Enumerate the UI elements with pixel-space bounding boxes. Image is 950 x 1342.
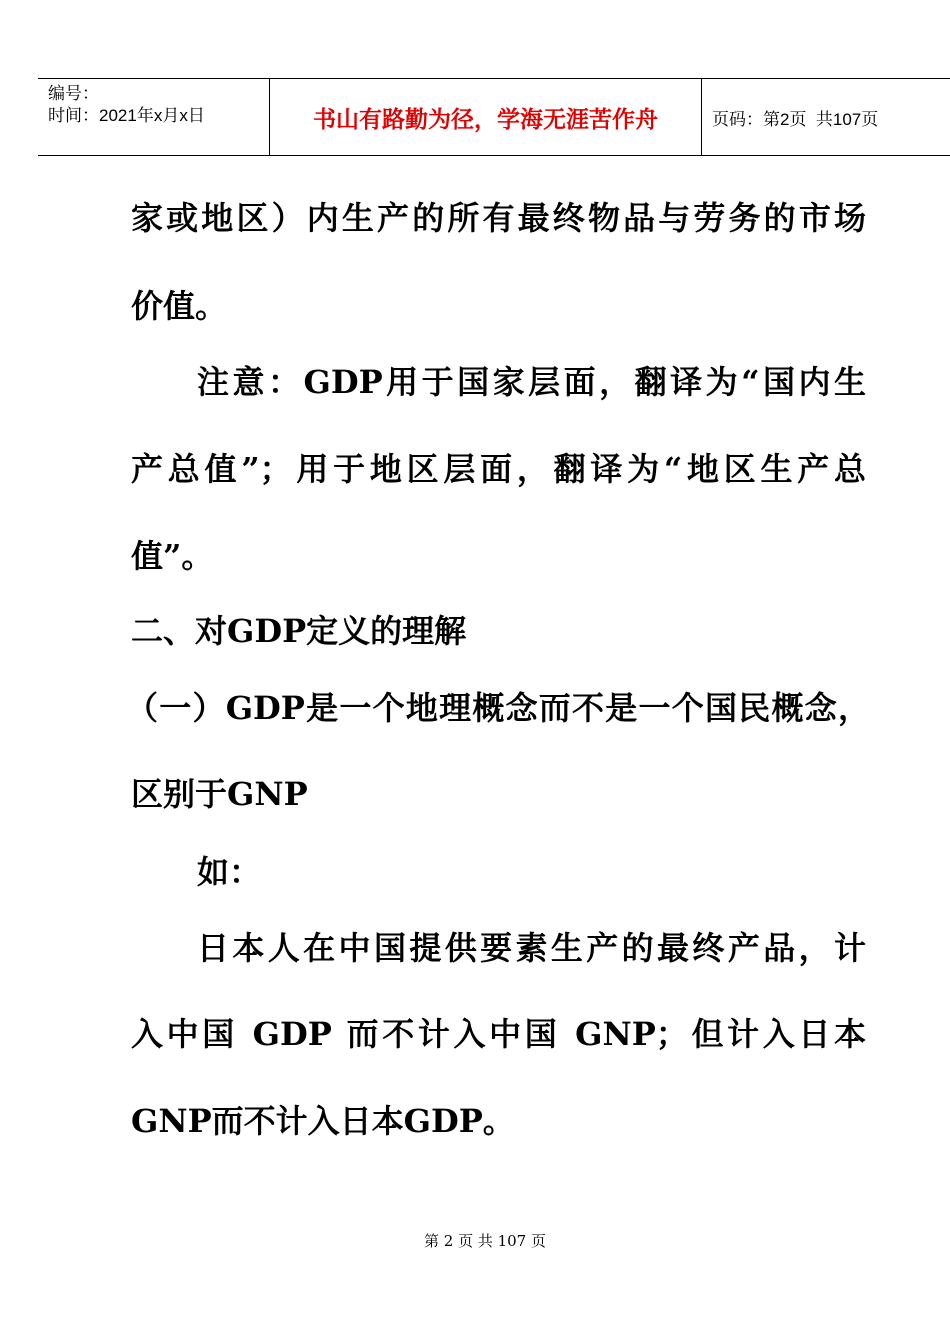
body-line-2: 价值。 [131, 287, 228, 325]
body-line-5: 值”。 [131, 537, 214, 575]
header-motto-cell [270, 79, 702, 155]
header-motto: 书山有路勤为径，学海无涯苦作舟 [313, 105, 658, 133]
body-line-3: 注意：GDP用于国家层面，翻译为“国内生 [197, 363, 866, 401]
header-page-cell [702, 79, 950, 155]
body-line-4: 产总值”；用于地区层面，翻译为“地区生产总 [131, 450, 866, 488]
header-meta [38, 79, 270, 155]
doc-number-label: 编号： [48, 84, 99, 103]
doc-time-label: 时间：2021年x月x日 [48, 106, 205, 125]
body-line-11: 入中国 GDP 而不计入中国 GNP；但计入日本 [131, 1015, 866, 1053]
subsection-heading: （一）GDP是一个地理概念而不是一个国民概念， [126, 689, 870, 727]
body-line-8: 区别于GNP [131, 775, 308, 813]
header-page-info: 页码：第2页 共107页 [712, 109, 879, 129]
document-header [38, 78, 950, 156]
body-line-9: 如： [197, 853, 262, 891]
body-line-12: GNP而不计入日本GDP。 [131, 1102, 515, 1140]
page-footer: 第 2 页 共 107 页 [423, 1232, 546, 1250]
section-heading: 二、对GDP定义的理解 [131, 612, 467, 650]
body-line-1: 家或地区）内生产的所有最终物品与劳务的市场 [131, 199, 866, 237]
body-line-10: 日本人在中国提供要素生产的最终产品，计 [197, 929, 866, 967]
